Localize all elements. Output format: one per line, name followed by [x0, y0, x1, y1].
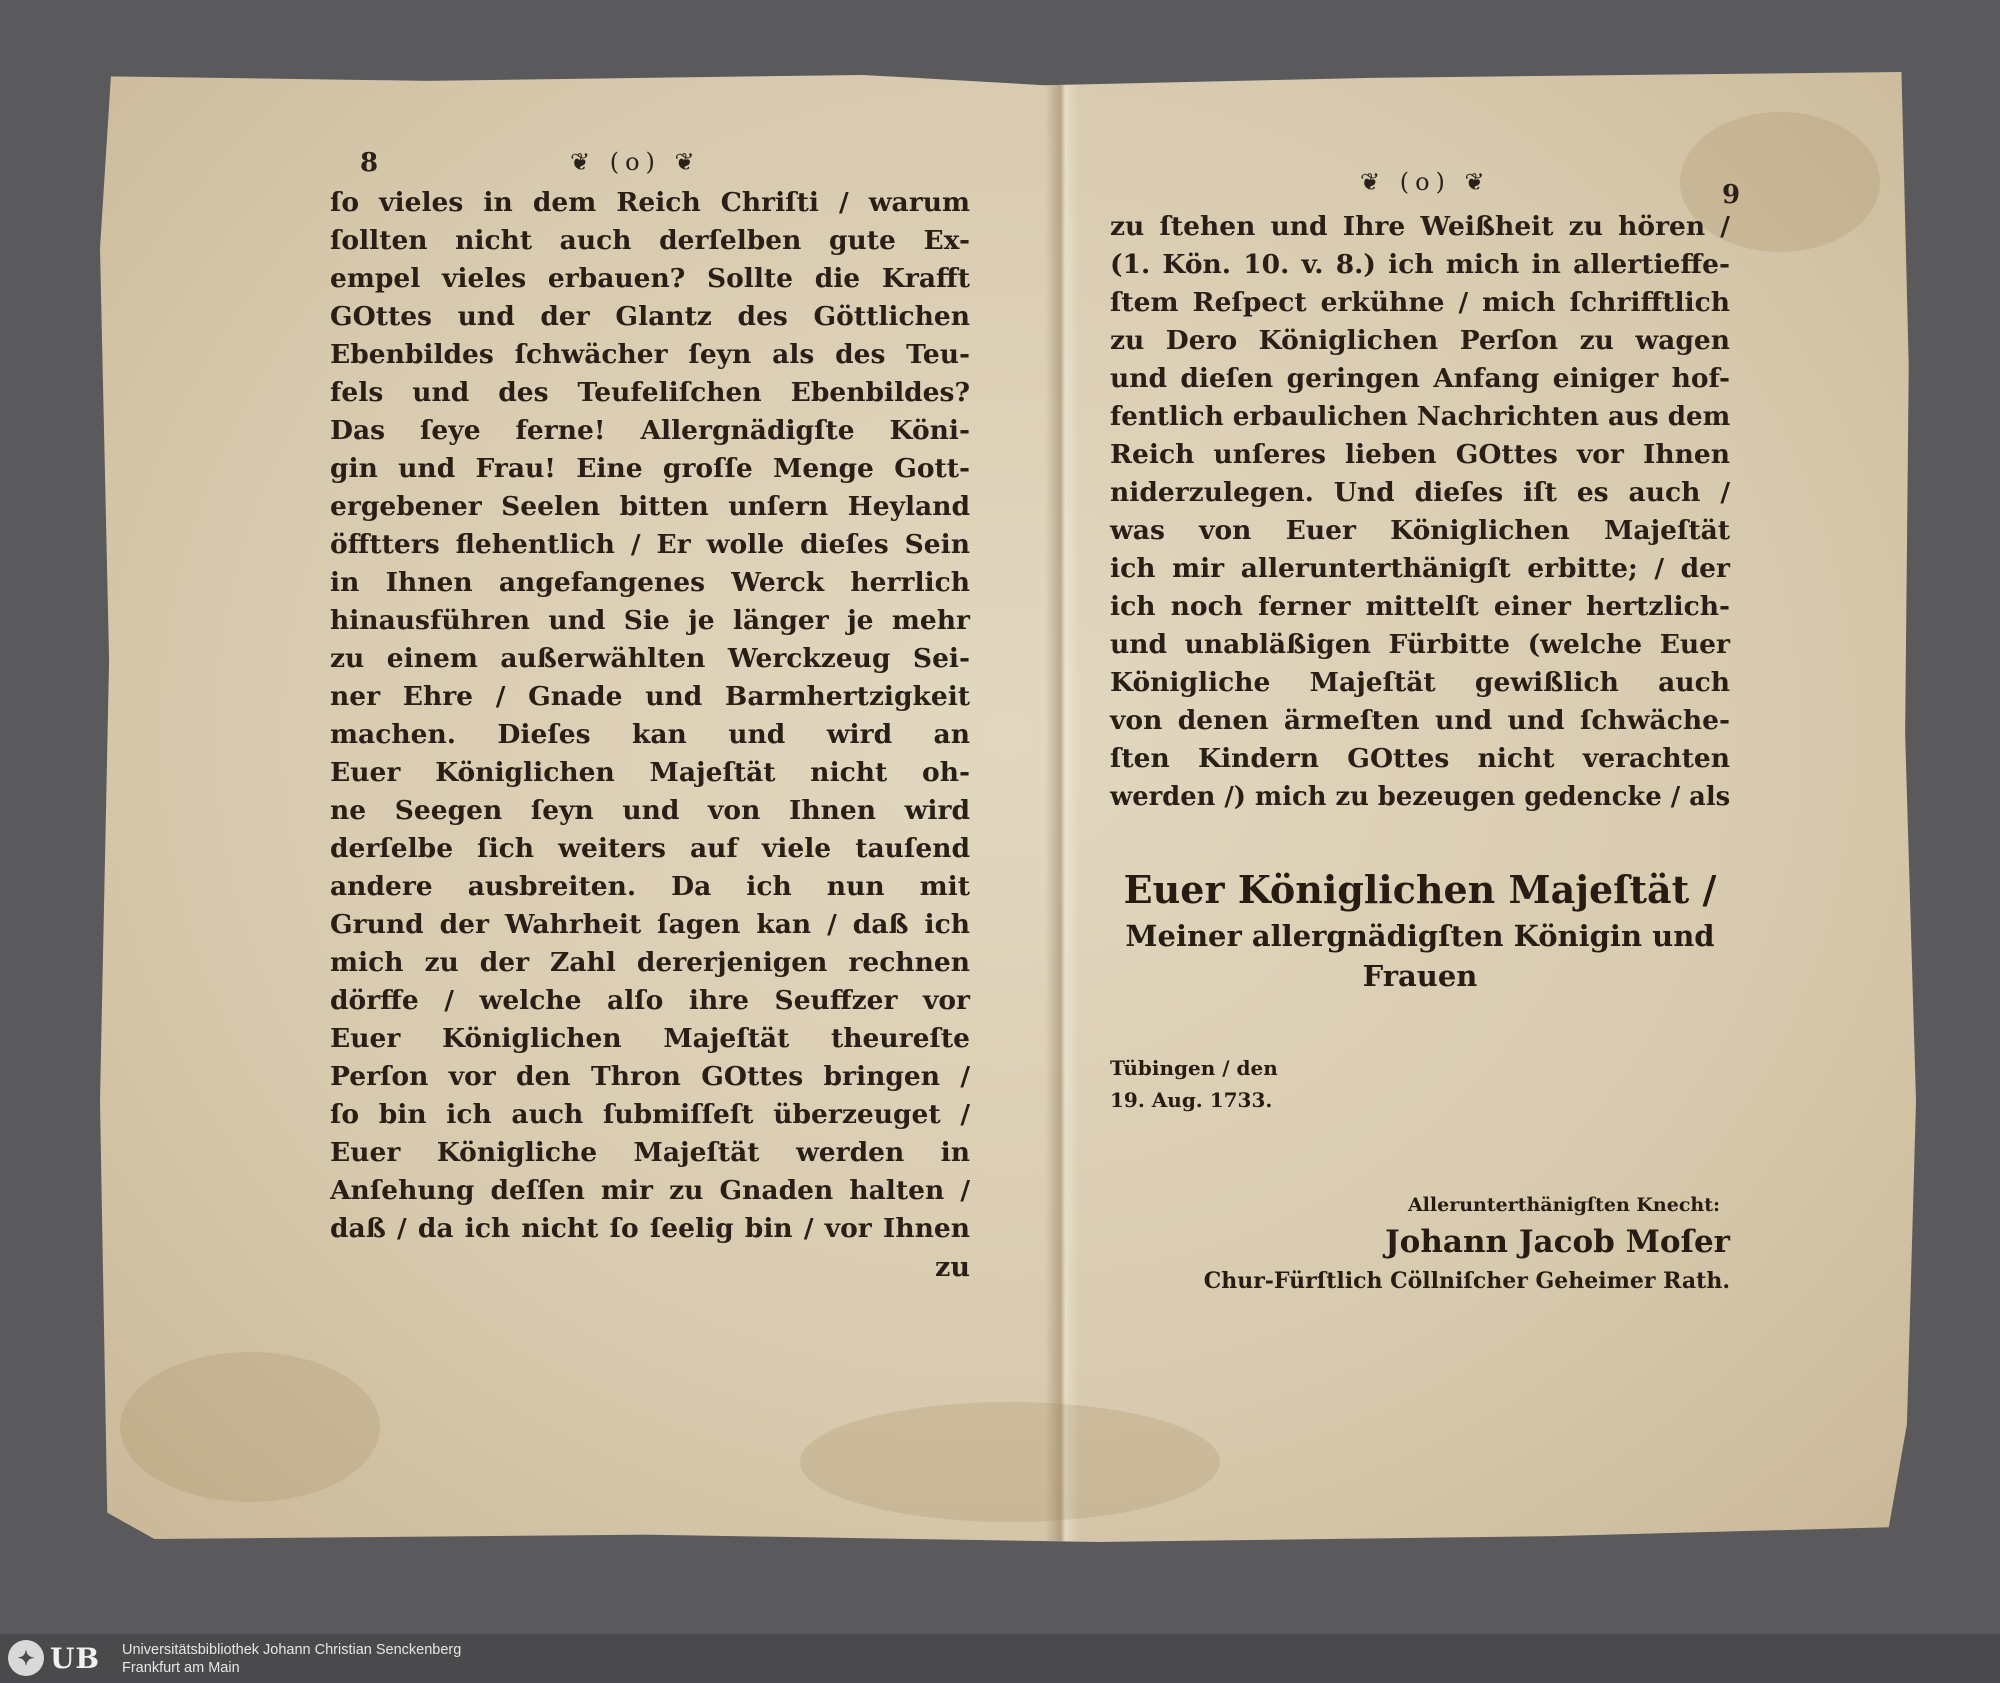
- right-page-text-line: fentlich erbaulichen Nachrichten aus dem: [1110, 401, 1731, 432]
- institution-line-2: Frankfurt am Main: [122, 1660, 240, 1676]
- left-page-text-line: ergebener Seelen bitten unſern Heyland: [330, 491, 970, 522]
- right-page-text-line: ſtem Reſpect erkühne / mich ſchrifftlich: [1110, 287, 1730, 318]
- left-page-number: 8: [360, 148, 379, 178]
- place-line: Tübingen / den: [1110, 1056, 1278, 1080]
- salutation-line: Frauen: [1362, 959, 1478, 993]
- right-page-text-line: und dieſen geringen Anfang einiger hof-: [1110, 363, 1730, 394]
- salutation-block: [1110, 864, 1730, 996]
- left-page-text-line: Perſon vor den Thron GOttes bringen /: [330, 1061, 970, 1092]
- left-page-text-line: zu einem außerwählten Werckzeug Sei-: [330, 643, 970, 674]
- signature-block: [1110, 1190, 1730, 1298]
- left-page-text-line: Das ſeye ferne! Allergnädigſte Köni-: [330, 415, 970, 446]
- right-page-text-line: ich noch ferner mittelſt einer hertzlich-: [1110, 591, 1730, 622]
- institution-name: [122, 1641, 461, 1677]
- left-page: [330, 148, 970, 1283]
- left-page-text-line: hinausführen und Sie je länger je mehr: [330, 605, 970, 636]
- left-page-text-line: daß / da ich nicht ſo ſeelig bin / vor Ihnen: [330, 1213, 970, 1244]
- center-fold: [1045, 72, 1079, 1542]
- left-page-text-line: fels und des Teufeliſchen Ebenbildes?: [330, 377, 970, 408]
- left-page-text-line: dörffe / welche alſo ihre Seuffzer vor: [330, 985, 970, 1016]
- left-page-text-line: in Ihnen angefangenes Werck herrlich: [330, 567, 970, 598]
- library-footer-bar: [0, 1634, 2000, 1683]
- right-page-text-line: was von Euer Königlichen Majeſtät: [1110, 515, 1730, 546]
- left-page-text-line: ſollten nicht auch derſelben gute Ex-: [330, 225, 970, 256]
- salutation-title: Euer Königlichen Majeſtät /: [1123, 867, 1717, 912]
- left-page-text-line: ner Ehre / Gnade und Barmhertzigkeit: [330, 681, 970, 712]
- left-page-text-line: Euer Königlichen Majeſtät theureſte: [330, 1023, 970, 1054]
- left-running-head: [330, 148, 970, 184]
- right-body-text: [1110, 208, 1750, 816]
- left-page-text-line: empel vieles erbauen? Sollte die Krafft: [330, 263, 970, 294]
- right-page-text-line: Reich unſeres lieben GOttes vor Ihnen: [1110, 439, 1730, 470]
- library-seal-icon: ✦: [8, 1640, 44, 1676]
- paper-stain: [800, 1402, 1220, 1522]
- right-page-text-line: zu Dero Königlichen Perſon zu wagen: [1110, 325, 1730, 356]
- left-page-text-line: ne Seegen ſeyn und von Ihnen wird: [330, 795, 970, 826]
- left-page-text-line: Euer Königlichen Majeſtät nicht oh-: [330, 757, 970, 788]
- salutation-line: Meiner allergnädigſten Königin und: [1125, 919, 1715, 953]
- right-page-number: 9: [1722, 180, 1741, 210]
- right-header-ornament: ❦ (o) ❦: [1360, 168, 1491, 196]
- left-page-text-line: Euer Königliche Majeſtät werden in: [330, 1137, 970, 1168]
- signature-role: Chur-Fürſtlich Cöllniſcher Geheimer Rath.: [1203, 1268, 1730, 1294]
- left-catchword: zu: [935, 1252, 970, 1283]
- right-running-head: [1110, 168, 1750, 210]
- left-page-text-line: Grund der Wahrheit ſagen kan / daß ich: [330, 909, 970, 940]
- right-page-text-line: ich mir allerunterthänigſt erbitte; / der: [1110, 553, 1730, 584]
- left-header-ornament: ❦ (o) ❦: [570, 148, 701, 176]
- left-page-text-line: GOttes und der Glantz des Göttlichen: [330, 301, 970, 332]
- right-page-text-line: niderzulegen. Und dieſes iſt es auch /: [1110, 477, 1730, 508]
- library-logo: [8, 1640, 100, 1676]
- left-page-text-line: Ebenbildes ſchwächer ſeyn als des Teu-: [330, 339, 970, 370]
- left-page-text-line: ſo bin ich auch ſubmiſſeſt überzeuget /: [330, 1099, 970, 1130]
- right-page-text-line: von denen ärmeſten und und ſchwäche-: [1110, 705, 1730, 736]
- left-page-text-line: Anſehung deſſen mir zu Gnaden halten /: [330, 1175, 970, 1206]
- right-page-text-line: ſten Kindern GOttes nicht verachten: [1110, 743, 1730, 774]
- left-page-text-line: öfftters flehentlich / Er wolle dieſes Sein: [330, 529, 970, 560]
- right-page-text-line: (1. Kön. 10. v. 8.) ich mich in allertieffe-: [1110, 249, 1730, 280]
- right-page-text-line: und unabläßigen Fürbitte (welche Euer: [1110, 629, 1730, 660]
- left-page-text-line: mich zu der Zahl dererjenigen rechnen: [330, 947, 970, 978]
- date-line: 19. Aug. 1733.: [1110, 1088, 1273, 1112]
- right-page-text-line: Königliche Majeſtät gewißlich auch: [1110, 667, 1730, 698]
- right-page-text-line: werden /) mich zu bezeugen gedencke / als: [1110, 781, 1731, 812]
- paper-stain: [120, 1352, 380, 1502]
- signature-prefix: Allerunterthänigſten Knecht:: [1407, 1194, 1720, 1216]
- right-page-text-line: zu ſtehen und Ihre Weißheit zu hören /: [1110, 211, 1730, 242]
- left-page-text-line: ſo vieles in dem Reich Chriſti / warum: [330, 187, 970, 218]
- right-page: [1110, 168, 1750, 1298]
- institution-line-1: Universitätsbibliothek Johann Christian Senckenberg: [122, 1642, 462, 1658]
- library-logo-text: UB: [50, 1641, 101, 1675]
- left-page-text-line: gin und Frau! Eine groſſe Menge Gott-: [330, 453, 970, 484]
- left-body-text: [330, 184, 970, 1248]
- left-page-text-line: derſelbe ſich weiters auf viele tauſend: [330, 833, 970, 864]
- left-page-text-line: andere ausbreiten. Da ich nun mit: [330, 871, 970, 902]
- signature-name: Johann Jacob Moſer: [1385, 1224, 1730, 1260]
- place-date-block: [1110, 1052, 1750, 1116]
- left-page-text-line: machen. Dieſes kan und wird an: [330, 719, 970, 750]
